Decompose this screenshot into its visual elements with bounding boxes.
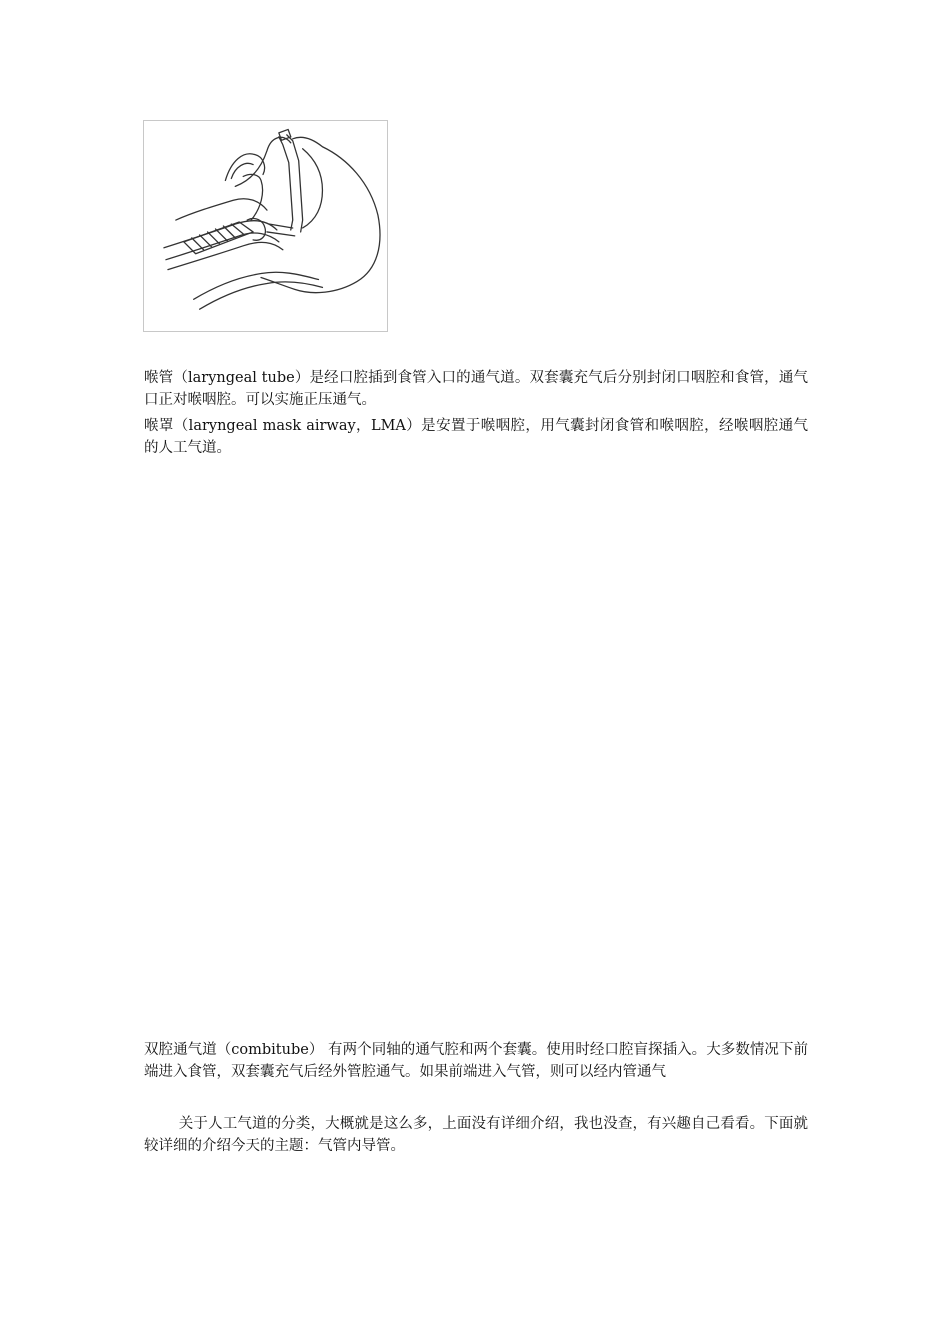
paragraph-laryngeal-tube: 喉管（laryngeal tube）是经口腔插到食管入口的通气道。双套囊充气后分别封闭口咽腔和食管，通气口正对喉咽腔。可以实施正压通气。 [144,370,808,408]
paragraph-laryngeal-mask: 喉罩（laryngeal mask airway，LMA）是安置于喉咽腔，用气囊封闭食管和喉咽腔，经喉咽腔通气的人工气道。 [144,418,808,456]
paragraph-combitube: 双腔通气道（combitube） 有两个同轴的通气腔和两个套囊。使用时经口腔盲探插入。大多数情况下前端进入食管，双套囊充气后经外管腔通气。如果前端进入气管，则可以经内管通气 [144,1042,808,1080]
laryngeal-tube-figure [143,120,388,332]
paragraph-summary: 关于人工气道的分类，大概就是这么多，上面没有详细介绍，我也没查，有兴趣自己看看。下面就较详细的介绍今天的主题：气管内导管。 [144,1116,808,1154]
laryngeal-tube-diagram-icon [144,121,387,331]
